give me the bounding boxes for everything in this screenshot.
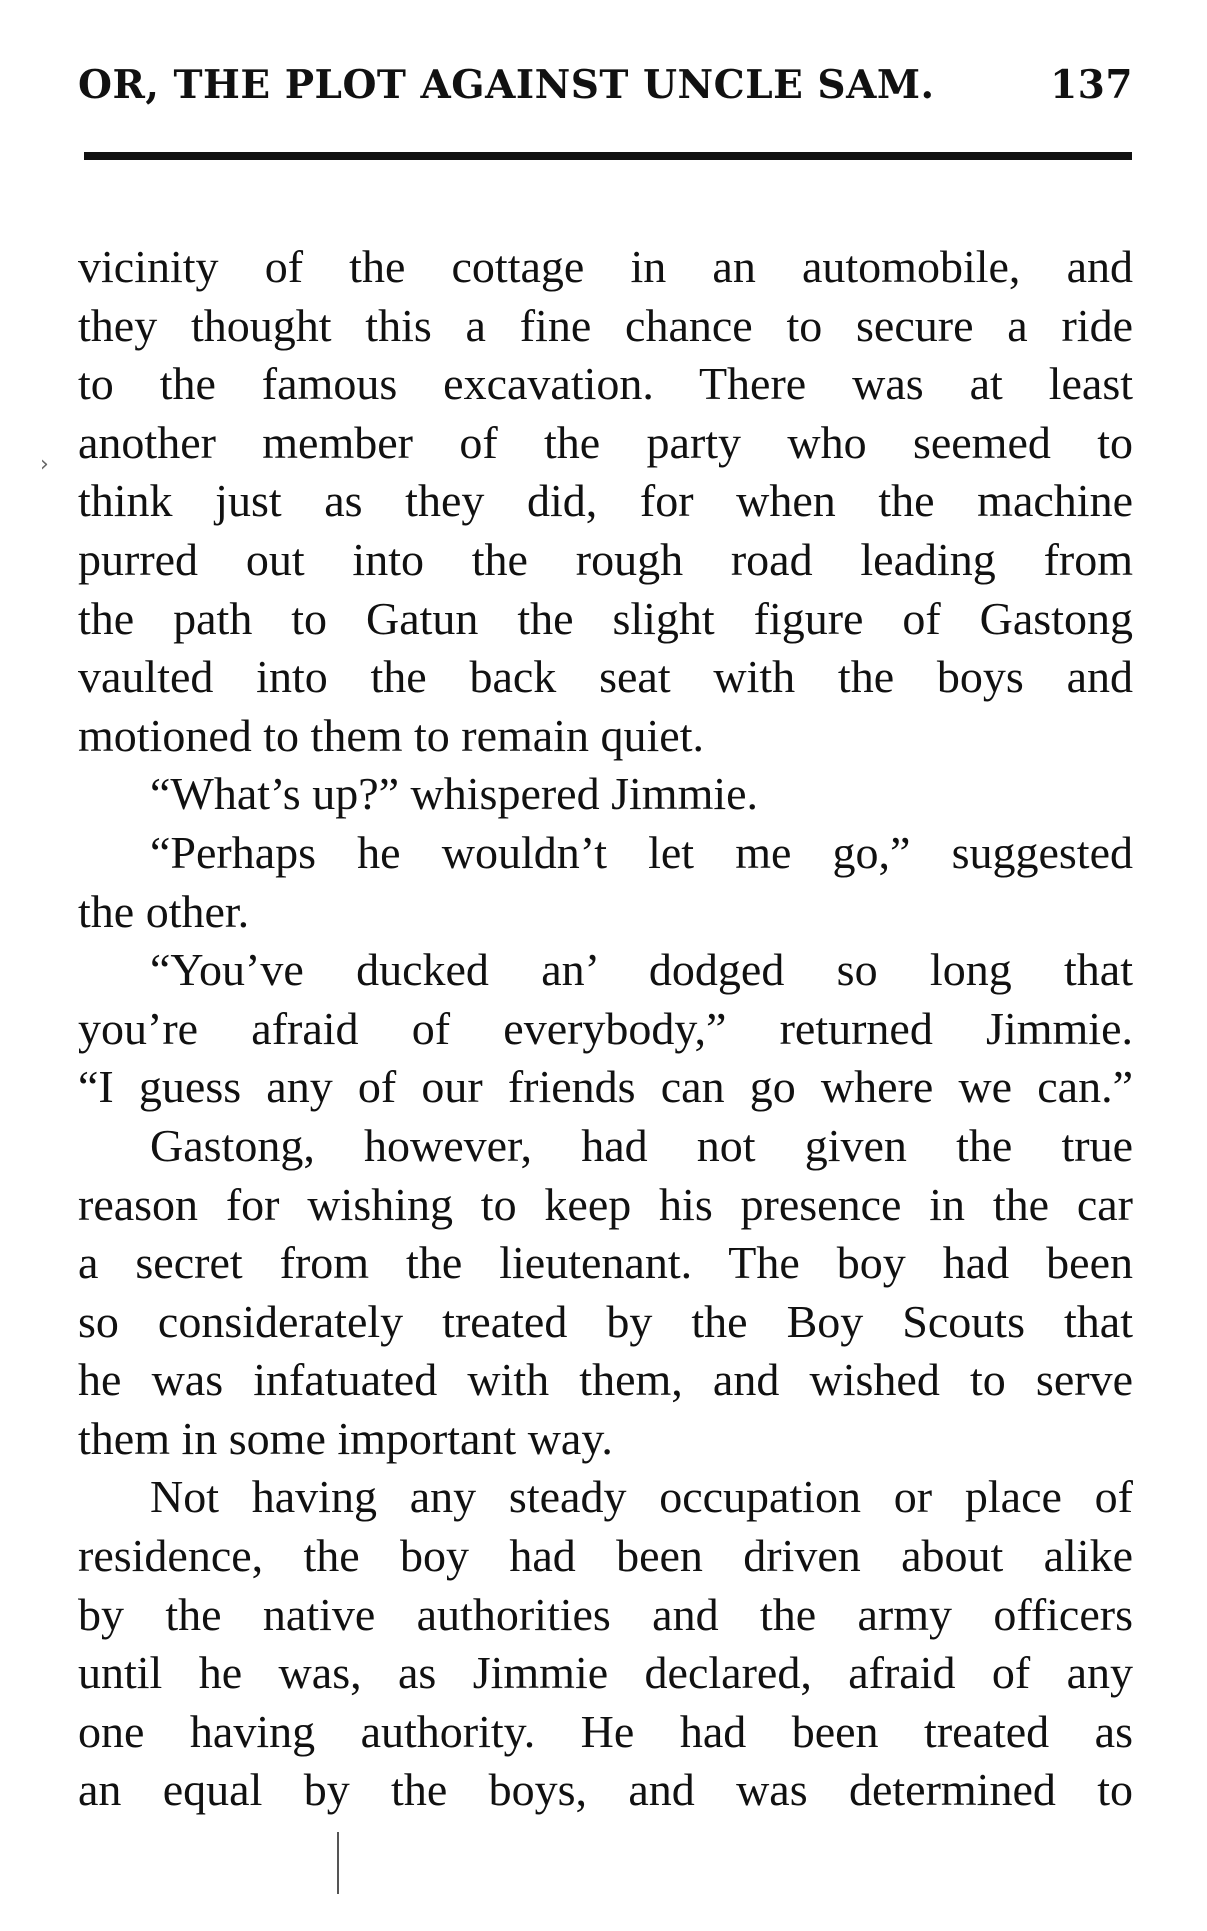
margin-mark: › bbox=[40, 452, 49, 477]
text-line: vaulted into the back seat with the boys and bbox=[78, 651, 1133, 703]
text-line: Gastong, however, had not given the true bbox=[150, 1119, 1133, 1171]
text-line: vicinity of the cottage in an automobile, and bbox=[78, 241, 1133, 292]
text-line: them in some important way. bbox=[78, 1412, 613, 1464]
text-line: the path to Gatun the slight figure of Gastong bbox=[78, 592, 1133, 644]
text-line: they thought this a fine chance to secure a ride bbox=[78, 299, 1133, 351]
text-line: “I guess any of our friends can go where we can.” bbox=[78, 1061, 1133, 1113]
text-line: “You’ve ducked an’ dodged so long that bbox=[150, 944, 1133, 996]
bottom-margin-mark bbox=[337, 1832, 339, 1894]
text-line: one having authority. He had been treated as bbox=[78, 1705, 1133, 1757]
page-number: 137 bbox=[1050, 62, 1133, 108]
text-line: a secret from the lieutenant. The boy had been bbox=[78, 1237, 1133, 1289]
text-line: residence, the boy had been driven about alike bbox=[78, 1530, 1133, 1582]
text-line: reason for wishing to keep his presence in the car bbox=[78, 1178, 1133, 1230]
text-line: until he was, as Jimmie declared, afraid of any bbox=[78, 1647, 1133, 1699]
text-line: purred out into the rough road leading from bbox=[78, 533, 1133, 585]
text-line: “Perhaps he wouldn’t let me go,” suggested bbox=[150, 826, 1133, 878]
running-title: OR, THE PLOT AGAINST UNCLE SAM. bbox=[78, 62, 935, 108]
header-rule bbox=[84, 152, 1132, 160]
text-line: another member of the party who seemed to bbox=[78, 416, 1133, 468]
body-text bbox=[78, 238, 1133, 1820]
text-line: by the native authorities and the army officers bbox=[78, 1588, 1133, 1640]
text-line: to the famous excavation. There was at least bbox=[78, 358, 1133, 410]
text-line: Not having any steady occupation or place of bbox=[150, 1471, 1133, 1523]
text-line: “What’s up?” whispered Jimmie. bbox=[150, 768, 759, 820]
text-line: so considerately treated by the Boy Scouts that bbox=[78, 1295, 1133, 1347]
text-line: motioned to them to remain quiet. bbox=[78, 709, 704, 761]
text-line: he was infatuated with them, and wished to serve bbox=[78, 1354, 1133, 1406]
text-line: the other. bbox=[78, 885, 250, 937]
text-line: you’re afraid of everybody,” returned Jimmie. bbox=[78, 1002, 1133, 1054]
running-head bbox=[78, 62, 1133, 122]
text-line: an equal by the boys, and was determined to bbox=[78, 1764, 1133, 1816]
text-line: think just as they did, for when the machine bbox=[78, 475, 1133, 527]
